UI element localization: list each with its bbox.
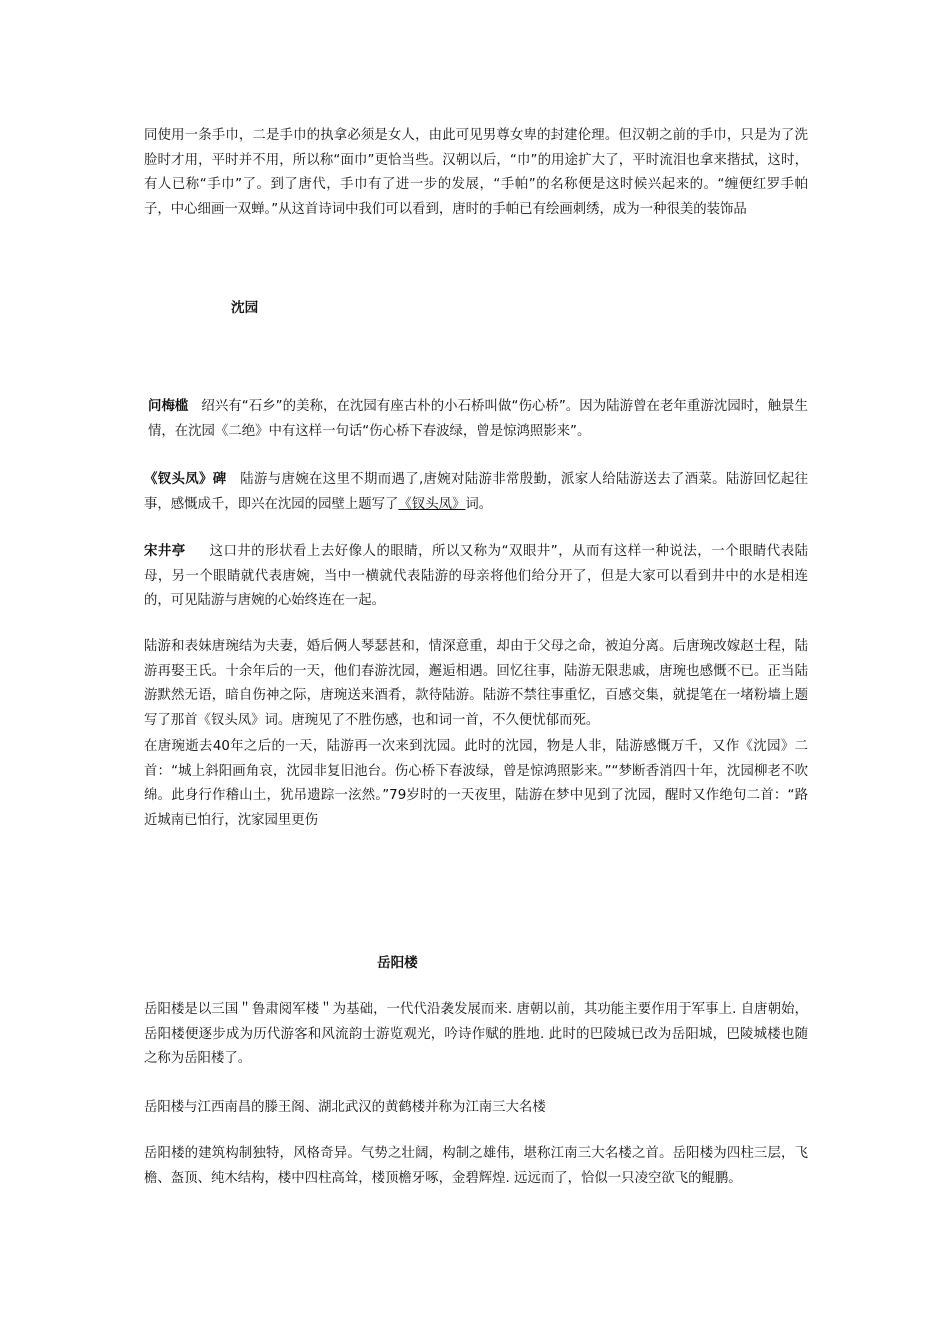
paragraph-wenmeijian (144, 395, 808, 444)
text-chaitoufeng-end: 词。 (465, 496, 493, 512)
paragraph-yueyang-3: 岳阳楼的建筑构制独特，风格奇异。气势之壮阔，构制之雄伟，堪称江南三大名楼之首。岳阳楼为四柱三层，飞檐、盔顶、纯木结构，楼中四柱高耸，楼顶檐牙啄，金碧辉煌. 远远而了，恰似一只凌空欲飞的鲲鹏。 (144, 1146, 808, 1186)
term-chaitoufeng: 《钗头凤》碑 (144, 472, 227, 487)
paragraph-story-1: 陆游和表妹唐琬结为夫妻，婚后俩人琴瑟甚和，情深意重，却由于父母之命，被迫分离。后唐琬改嫁赵士程，陆游再娶王氏。十余年后的一天，他们春游沈园，邂逅相遇。回忆往事，陆游无限悲戚，唐琬也感慨不已。正当陆游默然无语，暗自伤神之际，唐琬送来酒肴，款待陆游。陆游不禁往事重忆，百感交集，就提笔在一堵粉墙上题写了那首《钗头凤》词。唐琬见了不胜伤感，也和词一首，不久便忧郁而死。 (144, 639, 808, 728)
paragraph-story-2: 在唐琬逝去40年之后的一天，陆游再一次来到沈园。此时的沈园，物是人非，陆游感慨万千，又作《沈园》二首：“城上斜阳画角哀，沈园非复旧池台。伤心桥下春波绿，曾是惊鸿照影来。”“梦断香消四十年，沈园柳老不吹绵。此身行作稽山土，犹吊遗踪一泫然。”79岁时的一天夜里，陆游在梦中见到了沈园，醒时又作绝句二首：“路近城南已怕行，沈家园里更伤 (144, 739, 808, 828)
section-title-yueyanglou: 岳阳楼 (377, 955, 418, 971)
paragraph-yueyang-2: 岳阳楼与江西南昌的滕王阁、湖北武汉的黄鹤楼并称为江南三大名楼 (144, 1100, 546, 1115)
paragraph-songjingting (144, 540, 808, 614)
paragraph-yueyang-1: 岳阳楼是以三国＂鲁肃阅军楼＂为基础，一代代沿袭发展而来. 唐朝以前，其功能主要作用于军事上. 自唐朝始，岳阳楼便逐步成为历代游客和风流韵士游览观光，吟诗作赋的胜地. 此时的巴陵城已改为岳阳城，巴陵城楼也随之称为岳阳楼了。 (144, 1002, 808, 1067)
text-chaitoufeng: 陆游与唐婉在这里不期而遇了,唐婉对陆游非常殷勤，派家人给陆游送去了酒菜。陆游回忆起往事，感慨成千，即兴在沈园的园壁上题写了 (144, 472, 808, 512)
paragraph-chaitoufeng (144, 468, 808, 517)
text-songjingting: 这口井的形状看上去好像人的眼睛，所以又称为“双眼井”，从而有这样一种说法，一个眼睛代表陆母，另一个眼睛就代表唐婉，当中一横就代表陆游的母亲将他们给分开了，但是大家可以看到井中的水是相连的，可见陆游与唐婉的心始终连在一起。 (144, 544, 808, 609)
link-chaitoufeng[interactable]: 《钗头凤》 (398, 496, 466, 512)
term-wenmeijian: 问梅槛 (148, 399, 189, 414)
spacer (188, 399, 201, 414)
spacer (226, 472, 240, 487)
text-wenmeijian: 绍兴有“石乡”的美称，在沈园有座古朴的小石桥叫做“伤心桥”。因为陆游曾在老年重游沈园时，触景生情，在沈园《二绝》中有这样一句话“伤心桥下春波绿，曾是惊鸿照影来”。 (148, 399, 808, 439)
section-title-shenyuan: 沈园 (231, 300, 259, 316)
term-songjingting: 宋井亭 (144, 544, 186, 559)
spacer (186, 544, 210, 559)
paragraph-handkerchief: 同使用一条手巾，二是手巾的执拿必须是女人，由此可见男尊女卑的封建伦理。但汉朝之前的手巾，只是为了洗脸时才用，平时并不用，所以称“面巾”更恰当些。汉朝以后，“巾”的用途扩大了，平时流泪也拿来揩拭，这时，有人已称“手巾”了。到了唐代，手巾有了进一步的发展，“手帕”的名称便是这时候兴起来的。“缠便红罗手帕子，中心细画一双蝉。”从这首诗词中我们可以看到，唐时的手帕已有绘画刺绣，成为一种很美的装饰品 (144, 128, 808, 217)
